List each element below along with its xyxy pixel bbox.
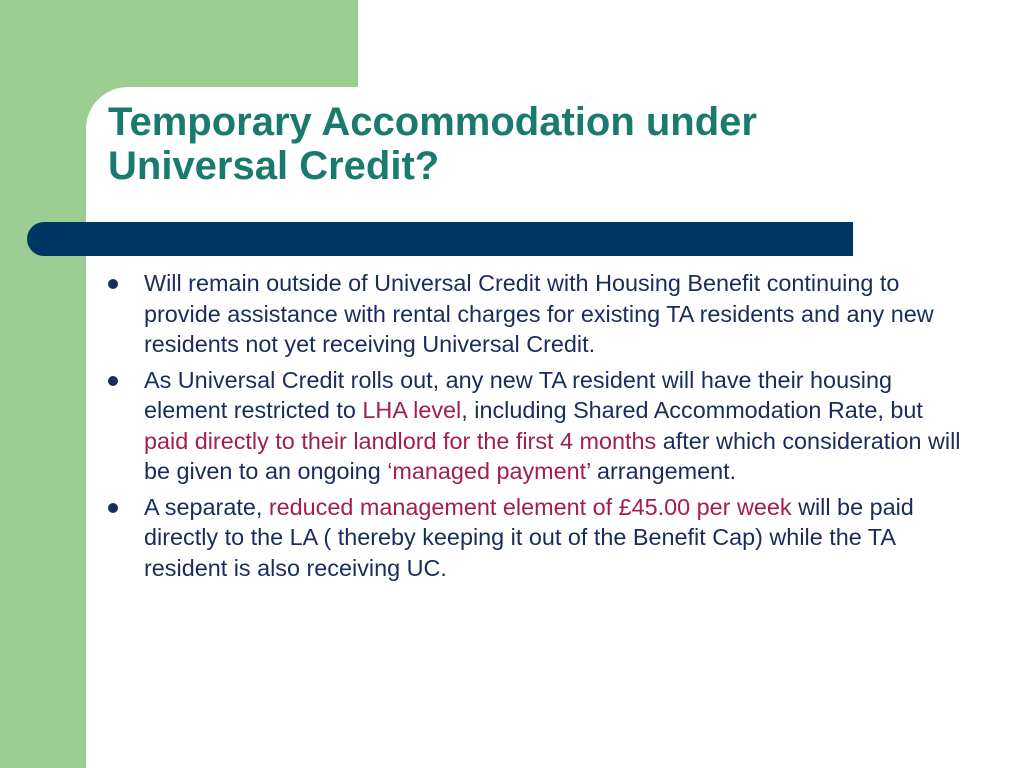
bullet-segment: , including Shared Accommodation Rate, but (461, 397, 923, 423)
bullet-segment: after which consideration will be given to an ongoing (144, 427, 961, 484)
bullet-segment: As Universal Credit rolls out, any new TA resident will have their housing element restricted to (144, 366, 892, 423)
bullet-item (104, 365, 964, 487)
highlighted-segment: reduced management element of £45.00 per week (268, 493, 792, 520)
bullet-dot-icon (108, 279, 118, 289)
bullet-item (104, 492, 964, 584)
bullet-segment: A separate, (144, 493, 269, 520)
highlighted-segment: ‘managed payment’ (387, 458, 591, 484)
bullet-dot-icon (108, 376, 118, 386)
bullet-segment: Will remain outside of Universal Credit with Housing Benefit continuing to provide assistance with rental charges for existing TA residents and any new residents not yet receiving Universal Credit. (144, 270, 934, 357)
title-divider-bar (27, 222, 853, 256)
bullet-text (144, 367, 960, 485)
bullet-text (144, 494, 914, 581)
bullet-segment: arrangement. (590, 458, 737, 484)
bullet-item (104, 268, 964, 360)
bullet-list (104, 268, 964, 588)
slide-title: Temporary Accommodation under Universal Credit? (108, 100, 757, 188)
bullet-text (144, 270, 934, 357)
bullet-dot-icon (108, 503, 118, 513)
highlighted-segment: LHA level (362, 397, 462, 423)
highlighted-segment: paid directly to their landlord for the first 4 months (144, 427, 657, 454)
bullet-segment: will be paid directly to the LA ( thereby keeping it out of the Benefit Cap) while the TA resident is also receiving UC. (144, 493, 914, 581)
